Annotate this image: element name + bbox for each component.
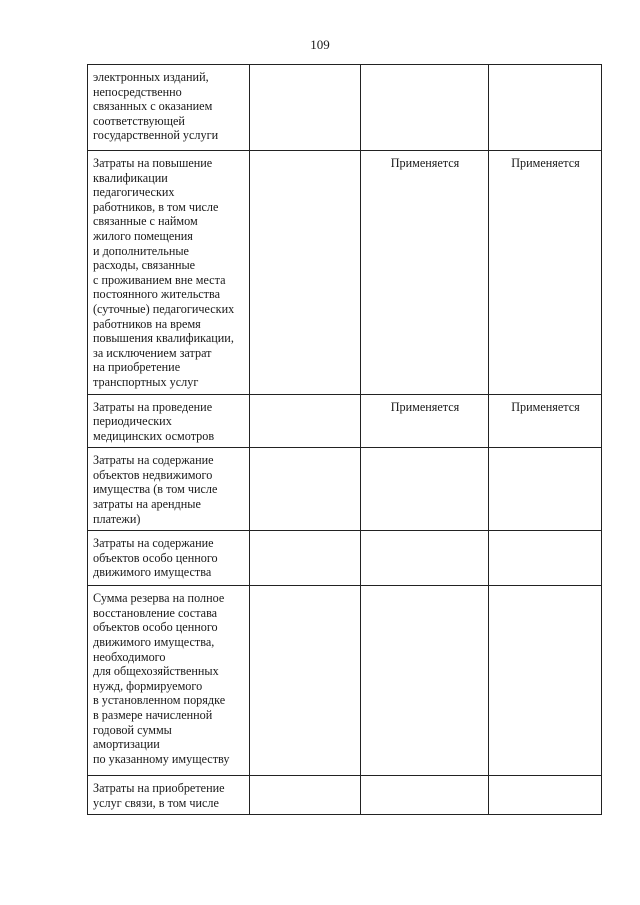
table-row [88, 531, 602, 586]
applies-cell: Применяется [361, 151, 489, 395]
table-row [88, 151, 602, 395]
table-row [88, 394, 602, 448]
table-cell [361, 448, 489, 531]
row-description-cell [88, 65, 250, 151]
table-cell [250, 394, 361, 448]
table-cell [250, 586, 361, 776]
row-description: Сумма резерва на полное восстановление состава объектов особо ценного движимого имущества, необходимого для общехозяйственных нужд, формируемого в установленном порядке в размере начисленной годовой суммы амортизации по указанному имуществу [93, 591, 230, 766]
cost-table [87, 64, 602, 815]
row-description-cell [88, 448, 250, 531]
table-cell [361, 776, 489, 815]
row-description: Затраты на содержание объектов недвижимого имущества (в том числе затраты на арендные платежи) [93, 453, 218, 526]
table-cell [250, 531, 361, 586]
table-cell [250, 448, 361, 531]
table-row [88, 65, 602, 151]
page-number: 109 [310, 37, 330, 52]
table-cell [489, 776, 602, 815]
row-description: Затраты на проведение периодических медицинских осмотров [93, 399, 215, 443]
applies-cell: Применяется [489, 394, 602, 448]
table-cell [489, 531, 602, 586]
table-row [88, 776, 602, 815]
row-description-cell [88, 776, 250, 815]
applies-cell: Применяется [361, 394, 489, 448]
row-description: Затраты на содержание объектов особо ценного движимого имущества [93, 536, 218, 580]
table-cell [250, 151, 361, 395]
row-description-cell [88, 586, 250, 776]
table-cell [489, 448, 602, 531]
row-description-cell [88, 151, 250, 395]
table-cell [489, 65, 602, 151]
row-description: Затраты на повышение квалификации педагогических работников, в том числе связанные с наймом жилого помещения и дополнительные расходы, связанные с проживанием вне места постоянного жительства (суточные) педагогических работников на время повышения квалификации, за исключением затрат на приобретение транспортных услуг [93, 156, 235, 389]
row-description: электронных изданий, непосредственно связанных с оказанием соответствующей государственной услуги [93, 70, 219, 143]
table-row [88, 448, 602, 531]
table-row [88, 586, 602, 776]
applies-cell: Применяется [489, 151, 602, 395]
table-cell [361, 65, 489, 151]
row-description-cell [88, 394, 250, 448]
table-cell [489, 586, 602, 776]
row-description: Затраты на приобретение услуг связи, в том числе [93, 781, 225, 810]
table-cell [361, 586, 489, 776]
table-cell [361, 531, 489, 586]
row-description-cell [88, 531, 250, 586]
table-cell [250, 776, 361, 815]
table-cell [250, 65, 361, 151]
